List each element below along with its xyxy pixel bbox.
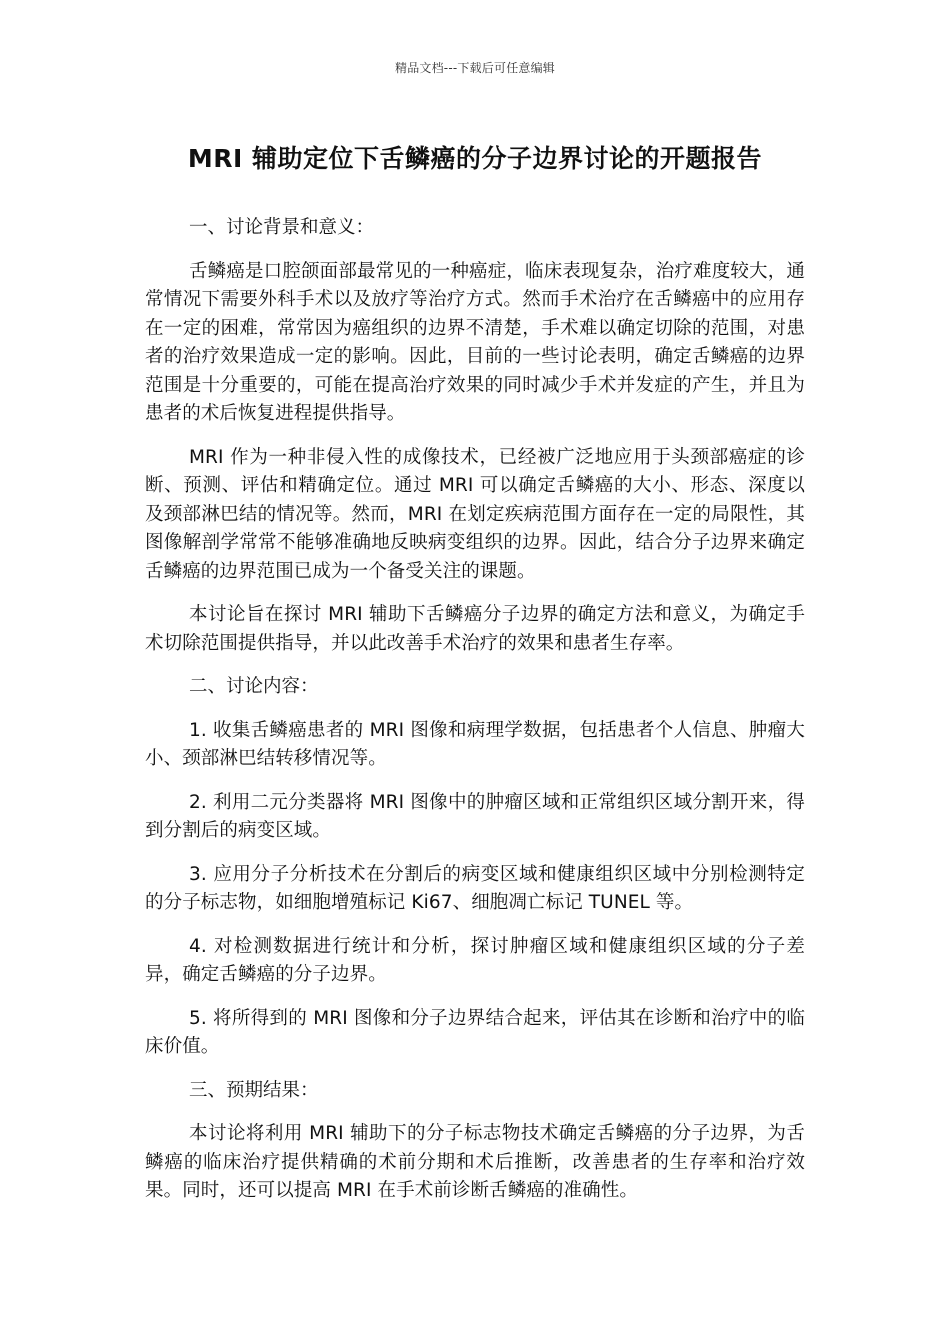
content-item-4: 4. 对检测数据进行统计和分析，探讨肿瘤区域和健康组织区域的分子差异，确定舌鳞癌的分子边界。 (145, 935, 805, 985)
background-paragraph-1: 舌鳞癌是口腔颌面部最常见的一种癌症，临床表现复杂，治疗难度较大，通常情况下需要外科手术以及放疗等治疗方式。然而手术治疗在舌鳞癌中的应用存在一定的困难，常常因为癌组织的边界不清楚，手术难以确定切除的范围，对患者的治疗效果造成一定的影响。因此，目前的一些讨论表明，确定舌鳞癌的边界范围是十分重要的，可能在提高治疗效果的同时减少手术并发症的产生，并且为患者的术后恢复进程提供指导。 (145, 260, 805, 424)
section-heading-results: 三、预期结果： (189, 1079, 319, 1101)
background-paragraph-3: 本讨论旨在探讨 MRI 辅助下舌鳞癌分子边界的确定方法和意义，为确定手术切除范围提供指导，并以此改善手术治疗的效果和患者生存率。 (145, 604, 805, 654)
results-paragraph-1: 本讨论将利用 MRI 辅助下的分子标志物技术确定舌鳞癌的分子边界，为舌鳞癌的临床治疗提供精确的术前分期和术后推断，改善患者的生存率和治疗效果。同时，还可以提高 MRI 在手术前诊断舌鳞癌的准确性。 (145, 1123, 805, 1201)
background-paragraph-2: MRI 作为一种非侵入性的成像技术，已经被广泛地应用于头颈部癌症的诊断、预测、评估和精确定位。通过 MRI 可以确定舌鳞癌的大小、形态、深度以及颈部淋巴结的情况等。然而，MRI 在划定疾病范围方面存在一定的局限性，其图像解剖学常常不能够准确地反映病变组织的边界。因此，结合分子边界来确定舌鳞癌的边界范围已成为一个备受关注的课题。 (145, 446, 805, 582)
document-body (145, 214, 805, 1221)
section-heading-content: 二、讨论内容： (189, 676, 319, 697)
content-item-1: 1. 收集舌鳞癌患者的 MRI 图像和病理学数据，包括患者个人信息、肿瘤大小、颈部淋巴结转移情况等。 (145, 719, 805, 769)
content-item-5: 5. 将所得到的 MRI 图像和分子边界结合起来，评估其在诊断和治疗中的临床价值。 (145, 1007, 805, 1057)
header-note: 精品文档---下载后可任意编辑 (395, 61, 555, 75)
section-heading-background: 一、讨论背景和意义： (189, 217, 375, 238)
content-item-2: 2. 利用二元分类器将 MRI 图像中的肿瘤区域和正常组织区域分割开来，得到分割后的病变区域。 (145, 791, 805, 841)
content-item-3: 3. 应用分子分析技术在分割后的病变区域和健康组织区域中分别检测特定的分子标志物，如细胞增殖标记 Ki67、细胞凋亡标记 TUNEL 等。 (145, 863, 805, 913)
document-title: MRI 辅助定位下舌鳞癌的分子边界讨论的开题报告 (187, 144, 763, 173)
